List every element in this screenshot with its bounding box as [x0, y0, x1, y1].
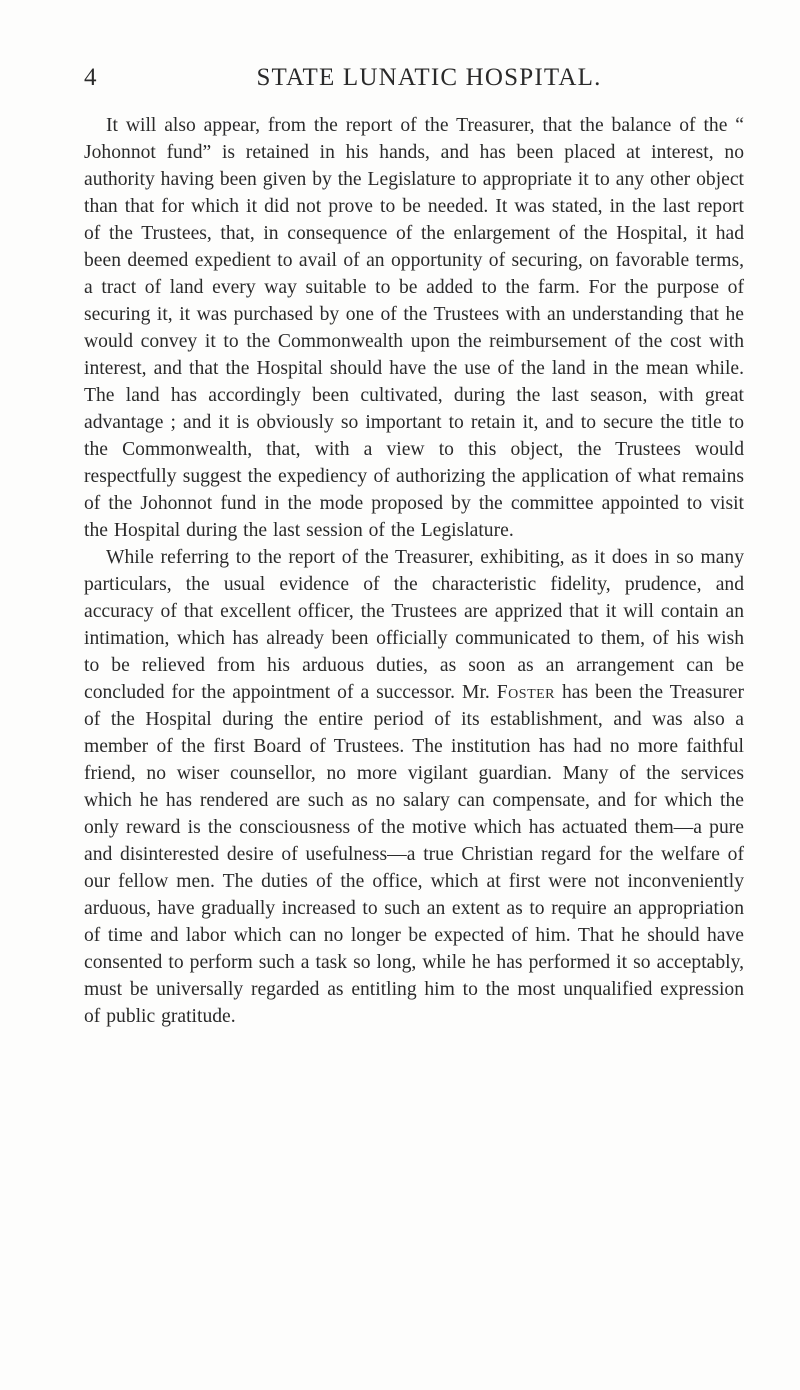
body-text: [84, 112, 744, 1030]
paragraph-johonnot-fund: It will also appear, from the report of the Treasurer, that the balance of the “ Johonnot fund” is retained in his hands, and has been placed at interest, no authority having been given by the Legislature to appropriate it to any other object than that for which it did not prove to be needed. It was stated, in the last report of the Trustees, that, in consequence of the enlargement of the Hospital, it had been deemed expedient to avail of an opportunity of securing, on favorable terms, a tract of land every way suitable to be added to the farm. For the purpose of securing it, it was purchased by one of the Trustees with an understanding that he would convey it to the Commonwealth upon the reimbursement of the cost with interest, and that the Hospital should have the use of the land in the mean while. The land has accordingly been cultivated, during the last season, with great advantage ; and it is obviously so important to retain it, and to secure the title to the Commonwealth, that, with a view to this object, the Trustees would respectfully suggest the expediency of authorizing the application of what remains of the Johonnot fund in the mode proposed by the committee appointed to visit the Hospital during the last session of the Legislature.: [84, 115, 744, 541]
paragraph-text-after-name: has been the Treasurer of the Hospital during the entire period of its establishment, and was also a member of the first Board of Trustees. The institution has had no more faithful friend, no wiser counsellor, no more vigilant guardian. Many of the services which he has rendered are such as no salary can compensate, and for which the only reward is the consciousness of the motive which has actuated them—a pure and disinterested desire of usefulness—a true Christian regard for the welfare of our fellow men. The duties of the office, which at first were not inconveniently arduous, have gradually increased to such an extent as to require an appropriation of time and labor which can no longer be expected of him. That he should have consented to perform such a task so long, while he has performed it so acceptably, must be universally regarded as entitling him to the most unqualified expression of public gratitude.: [84, 682, 745, 1027]
paragraph-text-before-name: While referring to the report of the Treasurer, exhibiting, as it does in so many particulars, the usual evidence of the characteristic fidelity, prudence, and accuracy of that excellent officer, the Trustees are apprized that it will contain an intimation, which has already been officially communicated to them, of his wish to be relieved from his arduous duties, as soon as an arrangement can be concluded for the appointment of a successor. Mr.: [84, 547, 744, 703]
paragraph-treasurer: [84, 544, 744, 1030]
page-title: STATE LUNATIC HOSPITAL.: [256, 64, 602, 91]
page-number: 4: [84, 64, 97, 91]
running-head: [84, 60, 760, 96]
treasurer-name: Foster: [496, 682, 556, 703]
